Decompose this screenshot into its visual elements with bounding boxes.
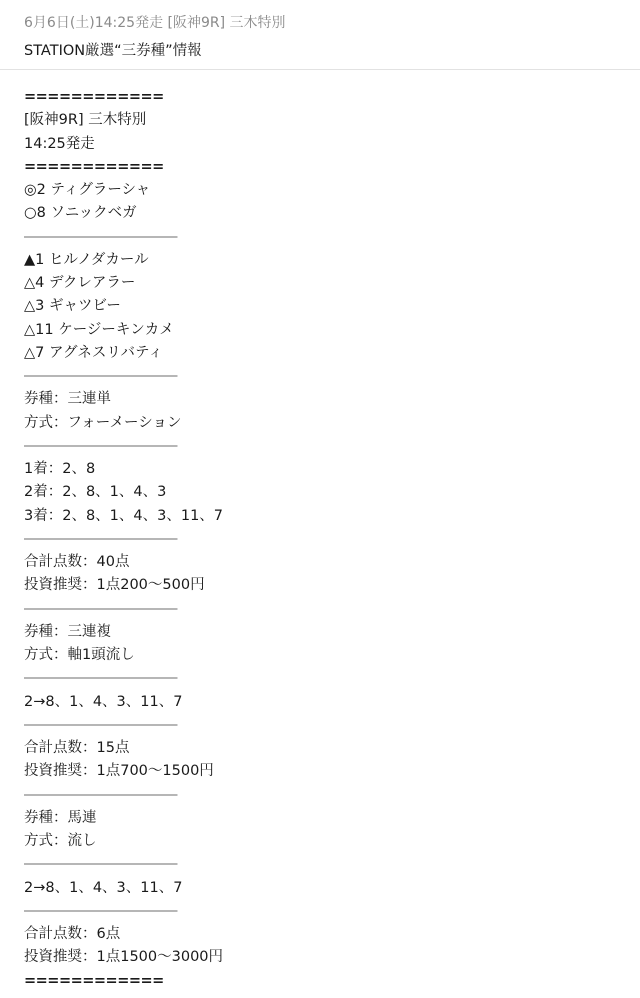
bold-separator-line: ============ bbox=[24, 89, 164, 105]
dash-separator-line: ――――――――――― bbox=[24, 437, 177, 454]
dash-separator-line: ――――――――――― bbox=[24, 530, 177, 547]
body-line: 方式：軸1頭流し bbox=[24, 647, 135, 663]
body-line: 方式：流し bbox=[24, 833, 97, 849]
body-line: ▲1 ヒルノダカール bbox=[24, 251, 149, 268]
body-line: 合計点数：40点 bbox=[24, 554, 130, 570]
body-line: 券種：三連単 bbox=[24, 391, 111, 408]
body-line: ○8 ソニックベガ bbox=[24, 205, 137, 222]
email-body bbox=[24, 86, 624, 993]
bold-separator-line: ============ bbox=[24, 158, 164, 175]
email-subject: STATION厳選“三券種”情報 bbox=[24, 43, 202, 59]
body-line: ◎2 ティグラーシャ bbox=[24, 182, 151, 198]
body-line: △3 ギャツビー bbox=[24, 298, 121, 315]
dash-separator-line: ――――――――――― bbox=[24, 902, 177, 919]
bold-separator-line: ============ bbox=[24, 972, 164, 989]
body-line: [阪神9R] 三木特別 bbox=[24, 112, 147, 129]
body-line: 投資推奨：1点200〜500円 bbox=[24, 577, 205, 594]
body-line: △11 ケージーキンカメ bbox=[24, 321, 174, 338]
body-line: △7 アグネスリバティ bbox=[24, 344, 163, 361]
dash-separator-line: ――――――――――― bbox=[24, 600, 177, 617]
body-line: 2→8、1、4、3、11、7 bbox=[24, 879, 183, 896]
body-line: 2着：2、8、1、4、3 bbox=[24, 484, 167, 501]
body-line: 14:25発走 bbox=[24, 135, 95, 152]
body-line: 合計点数：6点 bbox=[24, 926, 121, 942]
dash-separator-line: ――――――――――― bbox=[24, 716, 177, 733]
race-date-line: 6月6日(土)14:25発走 [阪神9R] 三木特別 bbox=[24, 15, 286, 31]
dash-separator-line: ――――――――――― bbox=[24, 670, 177, 687]
body-line: 投資推奨：1点700〜1500円 bbox=[24, 763, 214, 780]
body-line: △4 デクレアラー bbox=[24, 275, 136, 291]
dash-separator-line: ――――――――――― bbox=[24, 228, 177, 245]
body-line: 1着：2、8 bbox=[24, 461, 96, 477]
body-line: 3着：2、8、1、4、3、11、7 bbox=[24, 507, 224, 524]
body-line: 投資推奨：1点1500〜3000円 bbox=[24, 949, 224, 966]
dash-separator-line: ――――――――――― bbox=[24, 856, 177, 873]
body-line: 合計点数：15点 bbox=[24, 740, 130, 756]
dash-separator-line: ――――――――――― bbox=[24, 786, 177, 803]
dash-separator-line: ――――――――――― bbox=[24, 368, 177, 384]
body-line: 券種：三連複 bbox=[24, 623, 111, 640]
body-line: 2→8、1、4、3、11、7 bbox=[24, 693, 183, 710]
body-line: 券種：馬連 bbox=[24, 809, 97, 826]
email-header bbox=[0, 0, 640, 70]
body-line: 方式：フォーメーション bbox=[24, 414, 182, 431]
